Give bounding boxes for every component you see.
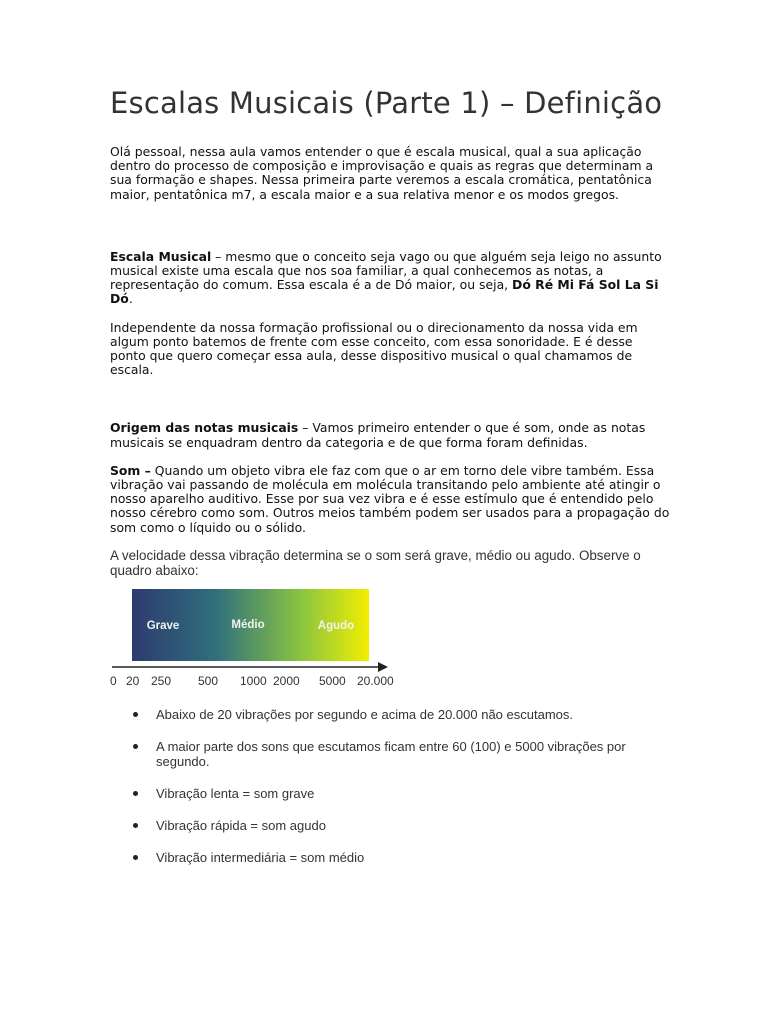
- origem-text: – Vamos primeiro entender o que é som, onde as notas musicais se enquadram dentro da categoria e de que forma foram definidas.: [110, 420, 646, 450]
- som-paragraph: [110, 464, 670, 535]
- band-label-grave: Grave: [146, 619, 180, 632]
- tick-label: 1000: [240, 673, 267, 688]
- list-item-text: Abaixo de 20 vibrações por segundo e acima de 20.000 não escutamos.: [156, 706, 573, 722]
- list-item: [110, 707, 670, 722]
- intro-paragraph: Olá pessoal, nessa aula vamos entender o que é escala musical, qual a sua aplicação dentro do processo de composição e improvisação e quais as regras que determinam a sua formação e shapes. Nessa primeira parte veremos a escala cromática, pentatônica maior, pentatônica m7, a escala maior e a sua relativa menor e os modos gregos.: [110, 144, 654, 202]
- escala-musical-paragraph: [110, 250, 670, 307]
- bullet-dot-icon: [133, 823, 138, 828]
- velocidade-paragraph: A velocidade dessa vibração determina se o som será grave, médio ou agudo. Observe o quadro abaixo:: [110, 547, 641, 579]
- escala-musical-term: Escala Musical: [110, 248, 212, 264]
- tick-label: 500: [198, 673, 219, 688]
- som-term: Som –: [110, 462, 151, 478]
- bullet-dot-icon: [133, 791, 138, 796]
- origem-term: Origem das notas musicais: [110, 420, 299, 436]
- tick-label: 0: [110, 673, 117, 688]
- band-label-medio: Médio: [231, 618, 265, 631]
- axis-arrow-icon: [378, 662, 388, 672]
- som-text: Quando um objeto vibra ele faz com que o ar em torno dele vibre também. Essa vibração vai passando de molécula em molécula transitando pelo ambiente até atingir o nosso aparelho auditivo. Esse por sua vez vibra e é esse estímulo que é entendido pelo nosso cérebro como som. Outros meios também podem ser usados para a propagação do som como o líquido ou o sólido.: [110, 462, 670, 535]
- list-item: [110, 786, 670, 801]
- list-item: [110, 818, 670, 833]
- tick-label: 20: [126, 673, 140, 688]
- page-title: Escalas Musicais (Parte 1) – Definição: [110, 86, 663, 120]
- origem-paragraph: [110, 421, 670, 449]
- tick-label: 20.000: [357, 673, 394, 688]
- bullet-dot-icon: [133, 744, 138, 749]
- independente-paragraph: Independente da nossa formação profissional ou o direcionamento da nossa vida em algum ponto batemos de frente com esse conceito, com essa sonoridade. E é desse ponto que quero começar essa aula, desse dispositivo musical o qual chamamos de escala.: [110, 319, 638, 378]
- list-item-text: Vibração rápida = som agudo: [156, 817, 326, 833]
- escala-musical-text: – mesmo que o conceito seja vago ou que alguém seja leigo no assunto musical existe uma escala que nos soa familiar, a qual conhecemos as notas, a representação do comum. Essa escala é a de Dó maior, ou seja,: [110, 248, 662, 293]
- bullet-list: [110, 707, 670, 865]
- escala-notes: Dó Ré Mi Fá Sol La Si Dó: [110, 277, 659, 307]
- tick-label: 250: [151, 673, 172, 688]
- tick-label: 5000: [319, 673, 346, 688]
- list-item-text: A maior parte dos sons que escutamos ficam entre 60 (100) e 5000 vibrações por segundo.: [156, 738, 626, 769]
- band-label-agudo: Agudo: [317, 619, 355, 632]
- escala-end: .: [128, 291, 133, 307]
- list-item-text: Vibração intermediária = som médio: [156, 849, 365, 865]
- list-item: [110, 739, 670, 769]
- frequency-chart: [110, 589, 410, 689]
- list-item-text: Vibração lenta = som grave: [156, 785, 315, 801]
- bullet-dot-icon: [133, 855, 138, 860]
- frequency-chart-svg: [110, 589, 410, 689]
- document-page: [110, 86, 670, 882]
- bullet-dot-icon: [133, 712, 138, 717]
- tick-labels: [110, 674, 394, 688]
- tick-label: 2000: [273, 673, 300, 688]
- list-item: [110, 850, 670, 865]
